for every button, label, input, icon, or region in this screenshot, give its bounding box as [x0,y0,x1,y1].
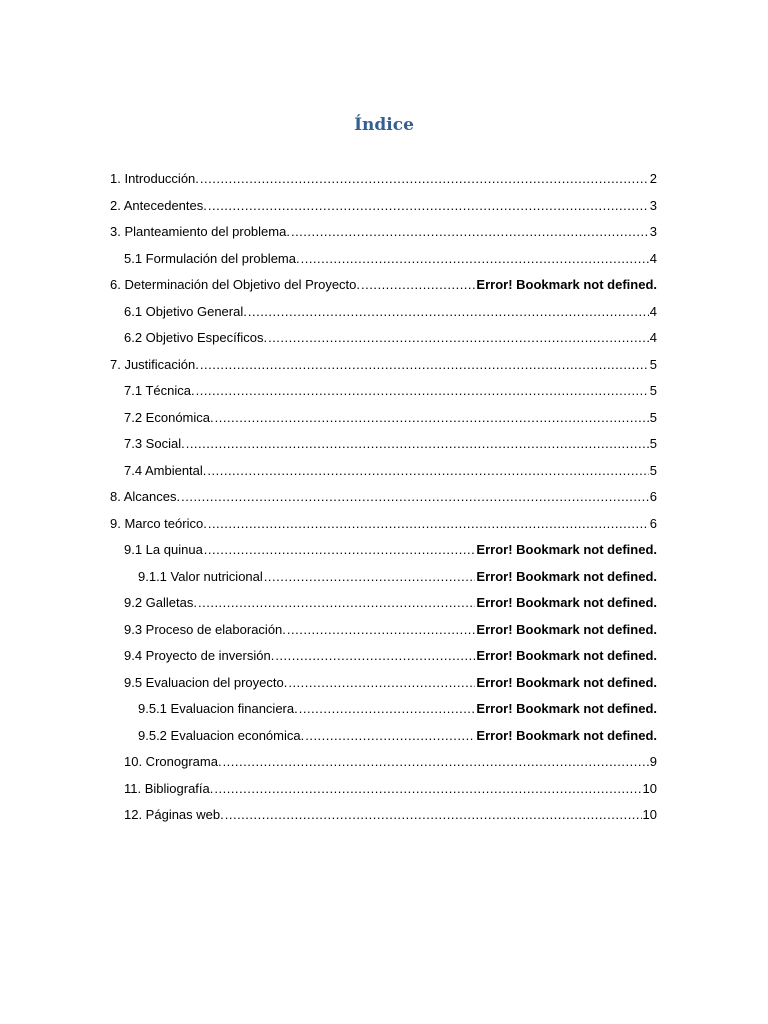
toc-entry[interactable] [0,564,768,591]
toc-entry-error: Error! Bookmark not defined. [476,701,657,716]
toc-entry[interactable] [0,246,768,273]
toc-entry-label: 3. Planteamiento del problema. [110,224,290,239]
toc-entry-page-number: 3 [649,224,657,239]
toc-entry[interactable] [0,325,768,352]
toc-entry-page-number: 4 [649,303,657,319]
toc-entry-label: 7.2 Económica. [124,409,214,425]
toc-dot-leader [301,246,649,273]
toc-dot-leader [204,537,476,564]
toc-dot-leader [181,484,649,511]
toc-entry-page-number: 3 [649,197,657,213]
toc-entry[interactable] [0,670,768,697]
toc-entry-label: 9.5.1 Evaluacion financiera. [138,701,298,716]
toc-title: Índice [354,115,414,135]
toc-dot-leader [215,405,649,432]
toc-entry[interactable] [0,749,768,776]
toc-dot-leader [200,352,649,379]
toc-entry-page-number: 5 [649,462,657,478]
toc-dot-leader [223,749,649,776]
toc-dot-leader [200,166,649,193]
toc-entry-label: 9.1.1 Valor nutricional [138,568,263,584]
toc-entry[interactable] [0,537,768,564]
toc-entry-label: 9. Marco teórico. [110,515,207,531]
toc-entry-page-number: 4 [649,250,657,266]
toc-entry[interactable] [0,405,768,432]
toc-dot-leader [225,802,642,829]
toc-entry-label: 1. Introducción. [110,171,199,186]
toc-entry-page-number: 10 [642,807,657,822]
toc-entry[interactable] [0,511,768,538]
toc-list [0,166,768,829]
toc-entry[interactable] [0,723,768,750]
toc-entry-label: 7.1 Técnica. [124,383,195,398]
toc-entry[interactable] [0,352,768,379]
toc-entry-page-number: 9 [649,754,657,769]
toc-entry-label: 8. Alcances. [110,489,181,504]
toc-dot-leader [196,378,649,405]
toc-entry[interactable] [0,166,768,193]
toc-dot-leader [288,670,475,697]
toc-entry-label: 7.4 Ambiental. [124,462,207,478]
toc-dot-leader [214,776,641,803]
toc-entry-error: Error! Bookmark not defined. [476,595,657,610]
toc-entry-label: 7.3 Social. [124,436,185,451]
toc-entry-error: Error! Bookmark not defined. [476,727,657,743]
toc-entry-label: 7. Justificación. [110,356,199,372]
toc-entry[interactable] [0,590,768,617]
toc-entry-label: 10. Cronograma. [124,754,222,769]
toc-dot-leader [305,723,475,750]
toc-entry-page-number: 6 [649,489,657,504]
toc-entry-error: Error! Bookmark not defined. [476,568,657,584]
toc-entry-label: 12. Páginas web. [124,807,224,822]
toc-entry-error: Error! Bookmark not defined. [476,621,657,637]
toc-entry-page-number: 5 [649,436,657,451]
toc-dot-leader [248,299,649,326]
toc-entry-label: 6.2 Objetivo Específicos. [124,330,268,345]
toc-entry[interactable] [0,617,768,644]
toc-entry[interactable] [0,458,768,485]
toc-entry-error: Error! Bookmark not defined. [476,277,657,292]
toc-entry[interactable] [0,802,768,829]
toc-entry[interactable] [0,484,768,511]
toc-entry-page-number: 5 [649,409,657,425]
toc-dot-leader [275,643,475,670]
toc-entry-label: 9.5.2 Evaluacion económica. [138,727,305,743]
toc-entry[interactable] [0,299,768,326]
toc-dot-leader [207,458,648,485]
toc-entry[interactable] [0,696,768,723]
toc-entry-page-number: 5 [649,383,657,398]
toc-dot-leader [264,564,476,591]
toc-dot-leader [291,219,649,246]
toc-entry-label: 9.5 Evaluacion del proyecto. [124,674,288,690]
toc-entry-page-number: 5 [649,356,657,372]
toc-entry-page-number: 10 [642,780,657,796]
toc-entry-label: 11. Bibliografía. [124,780,214,796]
toc-dot-leader [208,511,649,538]
toc-entry[interactable] [0,272,768,299]
toc-entry-label: 6. Determinación del Objetivo del Proyecto. [110,277,361,292]
toc-entry-label: 9.3 Proceso de elaboración. [124,621,286,637]
toc-dot-leader [198,590,475,617]
toc-dot-leader [361,272,475,299]
toc-entry-label: 5.1 Formulación del problema. [124,250,300,266]
toc-dot-leader [208,193,649,220]
toc-entry-page-number: 6 [649,515,657,531]
toc-entry-page-number: 4 [649,330,657,345]
toc-dot-leader [287,617,476,644]
toc-entry-label: 9.4 Proyecto de inversión. [124,648,275,663]
toc-dot-leader [268,325,649,352]
toc-entry-page-number: 2 [649,171,657,186]
toc-entry[interactable] [0,431,768,458]
toc-entry-label: 2. Antecedentes. [110,197,207,213]
toc-entry-label: 6.1 Objetivo General. [124,303,247,319]
toc-entry-error: Error! Bookmark not defined. [476,648,657,663]
toc-entry-error: Error! Bookmark not defined. [476,674,657,690]
toc-entry[interactable] [0,643,768,670]
toc-entry-label: 9.2 Galletas. [124,595,197,610]
toc-entry-label: 9.1 La quinua [124,542,203,557]
toc-dot-leader [186,431,649,458]
toc-entry[interactable] [0,776,768,803]
toc-dot-leader [299,696,476,723]
toc-entry[interactable] [0,219,768,246]
toc-entry[interactable] [0,193,768,220]
toc-entry[interactable] [0,378,768,405]
toc-entry-error: Error! Bookmark not defined. [476,542,657,557]
